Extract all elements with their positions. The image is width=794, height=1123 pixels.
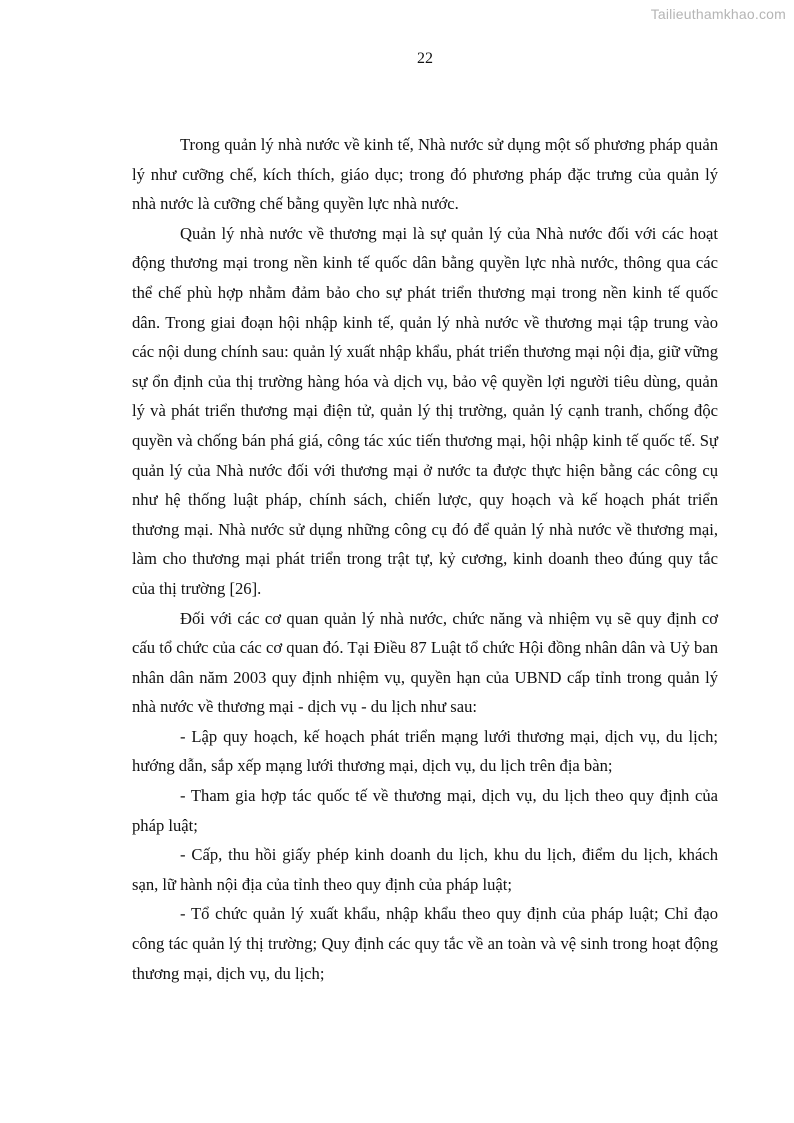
list-item: - Tham gia hợp tác quốc tế về thương mại, dịch vụ, du lịch theo quy định của pháp luật;: [132, 786, 718, 835]
watermark: Tailieuthamkhao.com: [650, 6, 786, 22]
document-body: [132, 130, 718, 988]
list-item: - Tổ chức quản lý xuất khẩu, nhập khẩu theo quy định của pháp luật; Chỉ đạo công tác quản lý thị trường; Quy định các quy tắc về an toàn và vệ sinh trong hoạt động thương mại, dịch vụ, du lịch;: [132, 904, 718, 983]
paragraph: Trong quản lý nhà nước về kinh tế, Nhà nước sử dụng một số phương pháp quản lý như cưỡng chế, kích thích, giáo dục; trong đó phương pháp đặc trưng của quản lý nhà nước là cưỡng chế bằng quyền lực nhà nước.: [132, 135, 718, 214]
list-item: - Cấp, thu hồi giấy phép kinh doanh du lịch, khu du lịch, điểm du lịch, khách sạn, lữ hành nội địa của tỉnh theo quy định của pháp luật;: [132, 845, 718, 894]
paragraph: Quản lý nhà nước về thương mại là sự quản lý của Nhà nước đối với các hoạt động thương mại trong nền kinh tế quốc dân bằng quyền lực nhà nước, thông qua các thể chế phù hợp nhằm đảm bảo cho sự phát triển thương mại trong nền kinh tế quốc dân. Trong giai đoạn hội nhập kinh tế, quản lý nhà nước về thương mại tập trung vào các nội dung chính sau: quản lý xuất nhập khẩu, phát triển thương mại nội địa, giữ vững sự ổn định của thị trường hàng hóa và dịch vụ, bảo vệ quyền lợi người tiêu dùng, quản lý và phát triển thương mại điện tử, quản lý thị trường, quản lý cạnh tranh, chống độc quyền và chống bán phá giá, công tác xúc tiến thương mại, hội nhập kinh tế quốc tế. Sự quản lý của Nhà nước đối với thương mại ở nước ta được thực hiện bằng các công cụ như hệ thống luật pháp, chính sách, chiến lược, quy hoạch và kế hoạch phát triển thương mại. Nhà nước sử dụng những công cụ đó để quản lý nhà nước về thương mại, làm cho thương mại phát triển trong trật tự, kỷ cương, kinh doanh theo đúng quy tắc của thị trường [26].: [132, 223, 718, 598]
page-number: 22: [417, 50, 433, 67]
list-item: - Lập quy hoạch, kế hoạch phát triển mạng lưới thương mại, dịch vụ, du lịch; hướng dẫn, sắp xếp mạng lưới thương mại, dịch vụ, du lịch trên địa bàn;: [132, 726, 718, 776]
paragraph: Đối với các cơ quan quản lý nhà nước, chức năng và nhiệm vụ sẽ quy định cơ cấu tổ chức của các cơ quan đó. Tại Điều 87 Luật tổ chức Hội đồng nhân dân và Uỷ ban nhân dân năm 2003 quy định nhiệm vụ, quyền hạn của UBND cấp tỉnh trong quản lý nhà nước về thương mại - dịch vụ - du lịch như sau:: [132, 608, 718, 717]
